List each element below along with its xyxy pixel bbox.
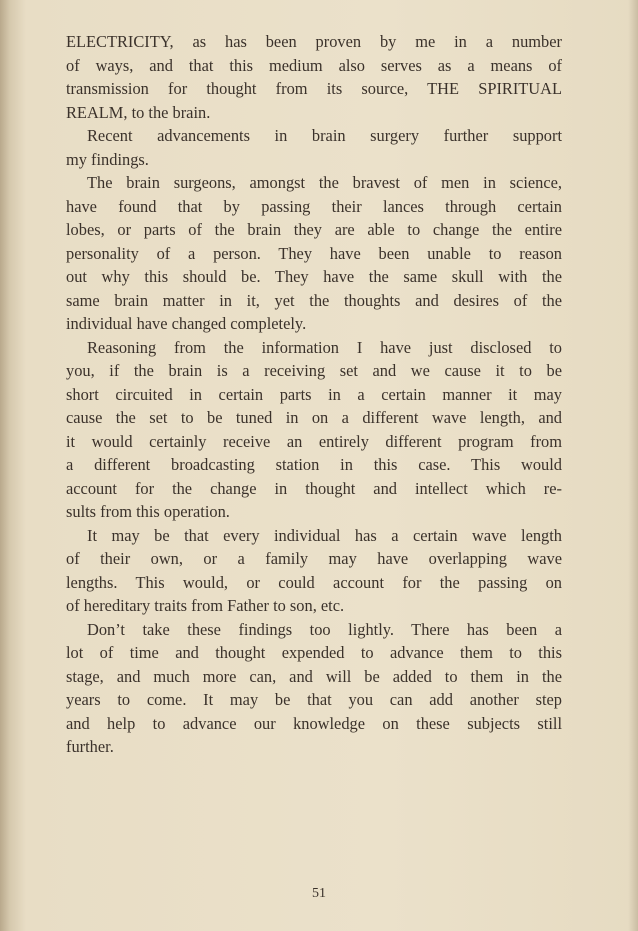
text-line: of their own, or a family may have overlapping wave xyxy=(66,549,562,568)
text-line: out why this should be. They have the same skull with the xyxy=(66,267,562,286)
text-line: Recent advancements in brain surgery further support xyxy=(87,126,562,145)
text-line: have found that by passing their lances through certain xyxy=(66,196,562,216)
text-line: personality of a person. They have been unable to reason xyxy=(66,243,562,263)
text-line: a different broadcasting station in this case. This would xyxy=(66,455,562,474)
text-line: Reasoning from the information I have just disclosed to xyxy=(87,337,562,357)
text-line: of hereditary traits from Father to son, etc. xyxy=(66,596,345,615)
text-line: ELECTRICITY, as has been proven by me in a number xyxy=(66,32,562,51)
paragraph-4 xyxy=(66,336,562,524)
text-line: sults from this operation. xyxy=(66,502,230,521)
text-line: you, if the brain is a receiving set and we cause it to be xyxy=(66,361,562,380)
text-line: of ways, and that this medium also serves as a means of xyxy=(66,55,562,75)
text-line: lobes, or parts of the brain they are able to change the entire xyxy=(66,220,562,239)
text-line: short circuited in certain parts in a certain manner it may xyxy=(66,384,562,404)
text-line: same brain matter in it, yet the thoughts and desires of the xyxy=(66,290,562,310)
text-line: years to come. It may be that you can add another step xyxy=(66,690,562,709)
paragraph-2 xyxy=(66,124,562,171)
paragraph-1 xyxy=(66,30,562,124)
text-line: The brain surgeons, amongst the bravest of men in science, xyxy=(87,173,562,192)
text-line: lengths. This would, or could account for the passing on xyxy=(66,572,562,592)
text-line: account for the change in thought and intellect which re- xyxy=(66,478,562,498)
text-line: stage, and much more can, and will be added to them in the xyxy=(66,666,562,686)
text-line: my findings. xyxy=(66,149,149,169)
text-line: Don’t take these findings too lightly. There has been a xyxy=(87,619,562,639)
text-line: lot of time and thought expended to advance them to this xyxy=(66,643,562,662)
text-line: further. xyxy=(66,737,114,756)
text-line: it would certainly receive an entirely different program from xyxy=(66,431,562,451)
text-line: individual have changed completely. xyxy=(66,314,307,333)
paragraph-5 xyxy=(66,524,562,618)
text-line: It may be that every individual has a certain wave length xyxy=(87,525,562,545)
paragraph-6 xyxy=(66,618,562,759)
text-line: REALM, to the brain. xyxy=(66,102,211,122)
page-number: 51 xyxy=(312,886,326,901)
paragraph-3 xyxy=(66,171,562,336)
text-line: transmission for thought from its source, THE SPIRITUAL xyxy=(66,79,562,98)
text-line: and help to advance our knowledge on these subjects still xyxy=(66,713,562,733)
body-text xyxy=(66,30,562,759)
text-line: cause the set to be tuned in on a different wave length, and xyxy=(66,408,562,427)
